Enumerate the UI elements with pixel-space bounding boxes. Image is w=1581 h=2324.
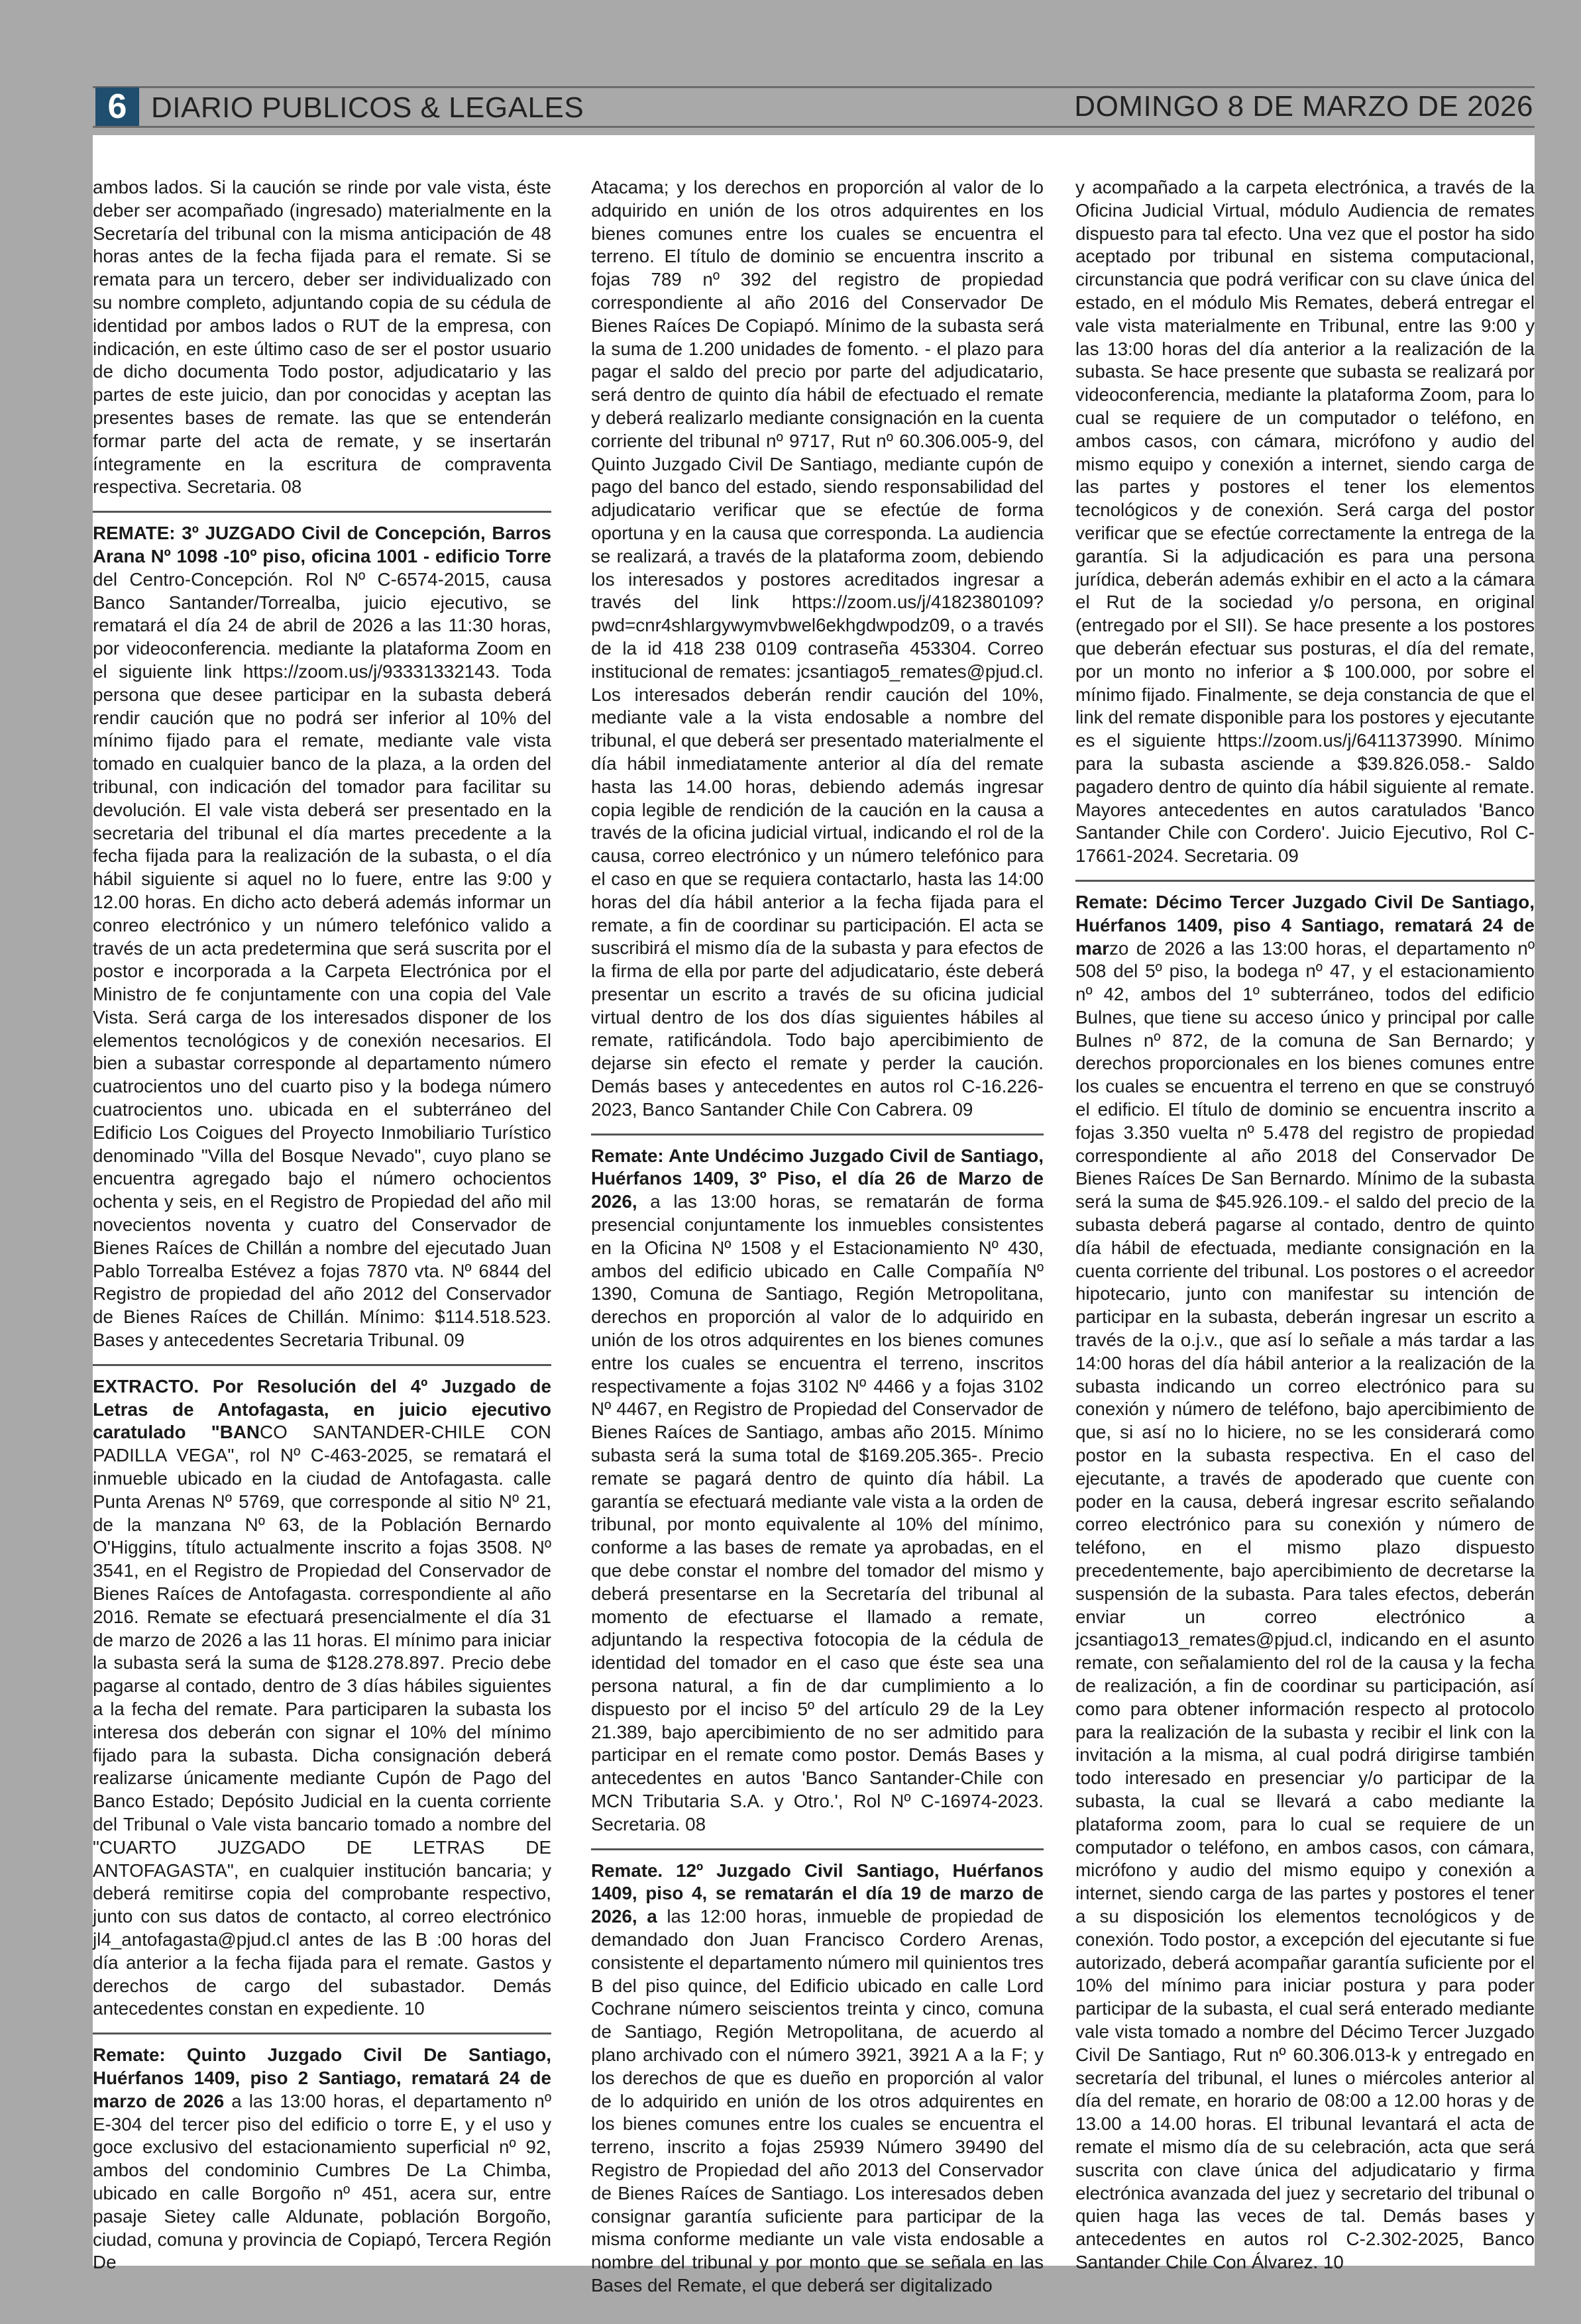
notice-continuation: [1075, 176, 1535, 876]
notice-text: [93, 176, 551, 499]
page-header: [0, 85, 1581, 130]
notice-text: [93, 1375, 551, 2021]
notice-text: [93, 2044, 551, 2274]
notice-text: [591, 176, 1044, 1122]
text-column-1: [93, 176, 552, 2273]
notice-remate-12-santiago: [591, 1848, 1044, 2305]
notice-body: a las 13:00 horas, el departamento nº E-304 del tercer piso del edificio o torre E, y el uso y goce exclusivo del estacionamiento superficial nº 92, ambos del condominio Cumbres De La Chimba, ubicado en calle Borgoño nº 451, acera sur, entre pasaje Sietey calle Aldunate, población Borgoño, ciudad, comuna y provincia de Copiapó, Tercera Región De: [93, 2090, 552, 2273]
notice-body: las 12:00 horas, inmueble de propiedad de demandado don Juan Francisco Cordero Arenas, consistente el departamento número mil quinientos tres B del piso quince, del Edificio ubicado en calle Lord Cochrane número seiscientos treinta y cinco, comuna de Santiago, Región Metropolitana, de acuerdo al plano archivado con el número 3921, 3921 A a la F; y los derechos de que es dueño en proporción al valor de lo adquirido en unión de los otros adquirentes en los bienes comunes entre los cuales se encuentra el terreno, inscrito a fojas 25939 Número 39490 del Registro de Propiedad del año 2013 del Conservador de Bienes Raíces de Santiago. Los interesados deben consignar garantía suficiente para participar de la misma conforme mediante un vale vista endosable a nombre del tribunal y por monto que se señala en las Bases del Remate, el que deberá ser digitalizado: [591, 1906, 1044, 2296]
header-rule-bottom: [93, 126, 1535, 128]
notice-continuation: [591, 176, 1044, 1130]
notice-text: [591, 1145, 1044, 1836]
header-rule-top: [93, 86, 1535, 88]
notice-body: CO SANTANDER-CHILE CON PADILLA VEGA", rol Nº C-463-2025, se rematará el inmueble ubicado en la ciudad de Antofagasta. calle Punta Arenas Nº 5769, que corresponde al sitio Nº 21, de la manzana Nº 63, de la Población Bernardo O'Higgins, título actualmente inscrito a fojas 3508. Nº 3541, en el Registro de Propiedad del Conservador de Bienes Raíces de Antofagasta. correspondiente al año 2016. Remate se efectuará presencialmente el día 31 de marzo de 2026 a las 11 horas. El mínimo para iniciar la subasta será la suma de $128.278.897. Precio debe pagarse al contado, dentro de 3 días hábiles siguientes a la fecha del remate. Para participaren la subasta los interesa dos deberán con signar el 10% del mínimo fijado para la subasta. Dicha consignación deberá realizarse únicamente mediante Cupón de Pago del Banco Estado; Depósito Judicial en la cuenta corriente del Tribunal o Vale vista bancario tomado a nombre del "CUARTO JUZGADO DE LETRAS DE ANTOFAGASTA", en cualquier institución bancaria; y deberá remitirse copia del comprobante respectivo, junto con sus datos de contacto, al correo electrónico jl4_antofagasta@pjud.cl antes de las B :00 horas del día anterior a la fecha fijada para el remate. Gastos y derechos de cargo del subastador. Demás antecedentes constan en expediente. 10: [93, 1422, 551, 2019]
notice-body: y acompañado a la carpeta electrónica, a través de la Oficina Judicial Virtual, módulo Audiencia de remates dispuesto para tal efecto. Una vez que el postor ha sido aceptado por tribunal en sistema computacional, circunstancia que podrá verificar con su clave única del estado, en el módulo Mis Remates, deberá entregar el vale vista materialmente en Tribunal, entre las 9:00 y las 13:00 horas del día anterior a la realización de la subasta. Se hace presente que subasta se realizará por videoconferencia, mediante la plataforma Zoom, para lo cual se requiere de un computador o teléfono, en ambos casos, con cámara, micrófono y audio del mismo equipo y conexión a internet, siendo carga de las partes y postores el tener los elementos tecnológicos y de conexión. Será carga del postor verificar que se efectúe correctamente la entrega de la garantía. Si la adjudicación es para una persona jurídica, deberán además exhibir en el acto a la cámara el Rut de la sociedad y/o persona, en original (entregado por el SII). Se hace presente a los postores que deberán efectuar sus posturas, el día del remate, por un monto no inferior a $ 100.000, por sobre el mínimo fijado. Finalmente, se deja constancia de que el link del remate disponible para los postores y ejecutante es el siguiente https://zoom.us/j/6411373990. Mínimo para la subasta asciende a $39.826.058.- Saldo pagadero dentro de quinto día hábil siguiente al remate. Mayores antecedentes en autos caratulados 'Banco Santander Chile con Cordero'. Juicio Ejecutivo, Rol C-17661-2024. Secretaria. 09: [1075, 177, 1535, 867]
notice-body: a las 13:00 horas, se rematarán de forma presencial conjuntamente los inmuebles consistentes en la Oficina Nº 1508 y el Estacionamiento Nº 430, ambos del edificio ubicado en Calle Compañía Nº 1390, Comuna de Santiago, Región Metropolitana, derechos en proporción al valor de lo adquirido en unión de los otros adquirentes en los bienes comunes entre los cuales se encuentra el terreno, inscritos respectivamente a fojas 3102 Nº 4466 y a fojas 3102 Nº 4467, en Registro de Propiedad del Conservador de Bienes Raíces de Santiago, ambas año 2015. Mínimo subasta será la suma total de $169.205.365-. Precio remate se pagará dentro de quinto día hábil. La garantía se efectuará mediante vale vista a la orden de tribunal, por monto equivalente al 10% del mínimo, conforme a las bases de remate ya aprobadas, en el que debe constar el nombre del tomador del mismo y deberá presentarse en la Secretaría del tribunal al momento de efectuarse el llamado a remate, adjuntando la respectiva fotocopia de la cédula de identidad del tomador en el caso que éste sea una persona natural, a fin de dar cumplimiento a lo dispuesto por el inciso 5º del artículo 29 de la Ley 21.389, bajo apercibimiento de no ser admitido para participar en el remate como postor. Demás Bases y antecedentes en autos 'Banco Santander-Chile con MCN Tributaria S.A. y Otro.', Rol Nº C-16974-2023. Secretaria. 08: [591, 1191, 1044, 1834]
notice-text: [1075, 891, 1535, 2274]
notice-heading: Remate. 12º Juzgado Civil Santiago, Huérfanos 1409, piso 4, se rematarán el día 19 de marzo de 2026, a: [591, 1860, 1044, 1927]
notice-heading: REMATE: 3º JUZGADO Civil de Concepción, Barros Arana Nº 1098 -10º piso, oficina 1001 - edificio Torre: [93, 523, 551, 566]
publication-title: DIARIO PUBLICOS & LEGALES: [151, 91, 584, 124]
notice-heading: Remate: Quinto Juzgado Civil De Santiago, Huérfanos 1409, piso 2 Santiago, rematará 24 de marzo de 2026: [93, 2044, 551, 2111]
notice-continuation: [93, 176, 551, 507]
notice-body: ambos lados. Si la caución se rinde por vale vista, éste deber ser acompañado (ingresado) materialmente en la Secretaría del tribunal con la misma anticipación de 48 horas antes de la fecha fijada para el remate. Si se remata para un tercero, deber ser individualizado con su nombre completo, adjuntando copia de su cédula de identidad por ambos lados o RUT de la empresa, con indicación, en este último caso de ser el postor usuario de dicho documenta Todo postor, adjudicatario y las partes de este juicio, dan por conocidas y aceptan las presentes bases de remate. las que se entenderán formar parte del acta de remate, y se insertarán íntegramente en la escritura de compraventa respectiva. Secretaria. 08: [93, 177, 551, 498]
notice-heading: Remate: Décimo Tercer Juzgado Civil De Santiago, Huérfanos 1409, piso 4 Santiago, rematará 24 de mar: [1075, 891, 1535, 959]
page-number-badge: 6: [95, 87, 139, 126]
notice-text: [591, 1860, 1044, 2298]
notice-remate-3-concepcion: [93, 511, 551, 1360]
notice-body: del Centro-Concepción. Rol Nº C-6574-2015, causa Banco Santander/Torrealba, juicio ejecutivo, se rematará el día 24 de abril de 2026 a las 11:30 horas, por videoconferencia. mediante la plataforma Zoom en el siguiente link https://zoom.us/j/93331332143. Toda persona que desee participar en la subasta deberá rendir caución que no podrá ser inferior al 10% del mínimo fijado para el remate, mediante vale vista tomado en cualquier banco de la plaza, a la orden del tribunal, con indicación del tomador para facilitar su devolución. El vale vista deberá ser presentado en la secretaria del tribunal el día martes precedente a la fecha fijada para la realización de la subasta, o el día hábil siguiente si aquel no lo fuere, entre las 9:00 y 12.00 horas. En dicho acto deberá además informar un conreo electrónico y un número telefónico valido a través de un acta predetermina que será suscrita por el postor e incorporada a la Carpeta Electrónica por el Ministro de fe conjuntamente con una copia del Vale Vista. Será carga de los interesados disponer de los elementos tecnológicos y de conexión necesarios. El bien a subastar corresponde al departamento número cuatrocientos uno del cuarto piso y la bodega número cuatrocientos uno. ubicada en el subterráneo del Edificio Los Coigues del Proyecto Inmobiliario Turístico denominado "Villa del Bosque Nevado", cuyo plano se encuentra agregado bajo el número ochocientos ochenta y seis, en el Registro de Propiedad del año mil novecientos noventa y cuatro del Conservador de Bienes Raíces de Chillán a nombre del ejecutado Juan Pablo Torrealba Estévez a fojas 7870 vta. Nº 6844 del Registro de propiedad del año 2012 del Conservador de Bienes Raíces de Chillán. Mínimo: $114.518.523. Bases y antecedentes Secretaria Tribunal. 09: [93, 568, 551, 1351]
notice-text: [1075, 176, 1535, 868]
notice-remate-5-santiago: [93, 2033, 551, 2282]
notice-body: zo de 2026 a las 13:00 horas, el departamento nº 508 del 5º piso, la bodega nº 47, y el estacionamiento nº 42, ambos del 1º subterráneo, todos del edificio Bulnes, que tiene su acceso único y principal por calle Bulnes nº 872, de la comuna de San Bernardo; y derechos proporcionales en los bienes comunes entre los cuales se encuentra el terreno en que se construyó el edificio. El título de dominio se encuentra inscrito a fojas 3.350 vuelta nº 5.478 del registro de propiedad correspondiente al año 2018 del Conservador De Bienes Raíces De San Bernardo. Mínimo de la subasta será la suma de $45.926.109.- el saldo del precio de la subasta deberá pagarse al contado, dentro de quinto día hábil de efectuada, mediante consignación en la cuenta corriente del tribunal. Los postores o el acreedor hipotecario, junto con manifestar su intención de participar en la subasta, deberán ingresar un escrito a través de la o.j.v., que así lo señale a más tardar a las 14:00 horas del día hábil anterior a la realización de la subasta indicando un correo electrónico para su conexión y número de teléfono, bajo apercibimiento de que, si así no lo hiciere, no se les considerará como postor en la subasta respectiva. En el caso del ejecutante, a través de apoderado que cuente con poder en la causa, deberá ingresar escrito señalando correo electrónico para su conexión y número de teléfono, en el mismo plazo dispuesto precedentemente, bajo apercibimiento de decretarse la suspensión de la subasta. Para tales efectos, deberán enviar un correo electrónico a jcsantiago13_remates@pjud.cl, indicando en el asunto remate, con señalamiento del rol de la causa y la fecha de realización, a fin de coordinar su participación, así como para obtener información respecto al protocolo para la realización de la subasta y recibir el link con la invitación a la misma, al cual podrá dirigirse también todo interesado en presenciar y/o participar de la subasta, la cual se llevará a cabo mediante la plataforma zoom, para lo cual se requiere de un computador o teléfono, en ambos casos, con cámara, micrófono y audio del mismo equipo y conexión a internet, siendo carga de las partes y postores el tener a su disposición los elementos tecnológicos y de conexión. Todo postor, a excepción del ejecutante si fue autorizado, deberá acompañar garantía suficiente por el 10% del mínimo para iniciar postura y para poder participar de la subasta, el cual será enterado mediante vale vista tomado a nombre del Décimo Tercer Juzgado Civil De Santiago, Rut nº 60.306.013-k y entregado en secretaría del tribunal, el lunes o miércoles anterior al día del remate, en horario de 08:00 a 12.00 horas y de 13.00 a 14.00 horas. El tribunal levantará el acta de remate el mismo día de su celebración, acta que será suscrita con clave única del adjudicatario y firma electrónica avanzada del juez y secretario del tribunal o quien haga las veces de tal. Demás bases y antecedentes en autos rol C-2.302-2025, Banco Santander Chile Con Álvarez. 10: [1075, 937, 1535, 2272]
notice-remate-11-santiago: [591, 1134, 1044, 1844]
notice-text: [93, 522, 551, 1352]
text-column-3: [1075, 176, 1535, 2272]
notice-heading: Remate: Ante Undécimo Juzgado Civil de Santiago, Huérfanos 1409, 3º Piso, el día 26 de Marzo de 2026,: [591, 1145, 1044, 1212]
publication-date: DOMINGO 8 DE MARZO DE 2026: [1074, 90, 1533, 123]
notice-body: Atacama; y los derechos en proporción al valor de lo adquirido en unión de los otros adquirentes en los bienes comunes entre los cuales se encuentra el terreno. El título de dominio se encuentra inscrito a fojas 789 nº 392 del registro de propiedad correspondiente al año 2016 del Conservador De Bienes Raíces De Copiapó. Mínimo de la subasta será la suma de 1.200 unidades de fomento. - el plazo para pagar el saldo del precio por parte del adjudicatario, será dentro de quinto día hábil de efectuado el remate y deberá realizarlo mediante consignación en la cuenta corriente del tribunal nº 9717, Rut nº 60.306.005-9, del Quinto Juzgado Civil De Santiago, mediante cupón de pago del banco del estado, siendo responsabilidad del adjudicatario verificar que se efectúe de forma oportuna y en la causa que corresponda. La audiencia se realizará, a través de la plataforma zoom, debiendo los interesados y postores acreditados ingresar a través del link https://zoom.us/j/4182380109?pwd=cnr4shlargywymvbwel6ekhgdwpodz09, o a través de la id 418 238 0109 contraseña 453304. Correo institucional de remates: jcsantiago5_remates@pjud.cl. Los interesados deberán rendir caución del 10%, mediante vale a la vista endosable a nombre del tribunal, el que deberá ser presentado materialmente el día hábil inmediatamente anterior al día del remate hasta las 14.00 horas, debiendo además ingresar copia legible de rendición de la caución en la causa a través de la oficina judicial virtual, indicando el rol de la causa, correo electrónico y un número telefónico para el caso en que se requiera contactarlo, hasta las 14:00 horas del día hábil anterior a la fecha fijada para el remate, a fin de coordinar su participación. El acta se suscribirá el mismo día de la subasta y para efectos de la firma de ella por parte del adjudicatario, éste deberá presentar un escrito a través de su oficina judicial virtual dentro de los dos días siguientes hábiles al remate, ratificándola. Todo bajo apercibimiento de dejarse sin efecto el remate y perder la caución. Demás bases y antecedentes en autos rol C-16.226-2023, Banco Santander Chile Con Cabrera. 09: [591, 177, 1044, 1120]
text-column-2: [591, 176, 1044, 2296]
notice-remate-13-santiago: [1075, 880, 1535, 2282]
notice-extracto-antofagasta: [93, 1364, 551, 2029]
notice-heading: EXTRACTO. Por Resolución del 4º Juzgado de Letras de Antofagasta, en juicio ejecutivo caratulado "BAN: [93, 1375, 551, 1443]
